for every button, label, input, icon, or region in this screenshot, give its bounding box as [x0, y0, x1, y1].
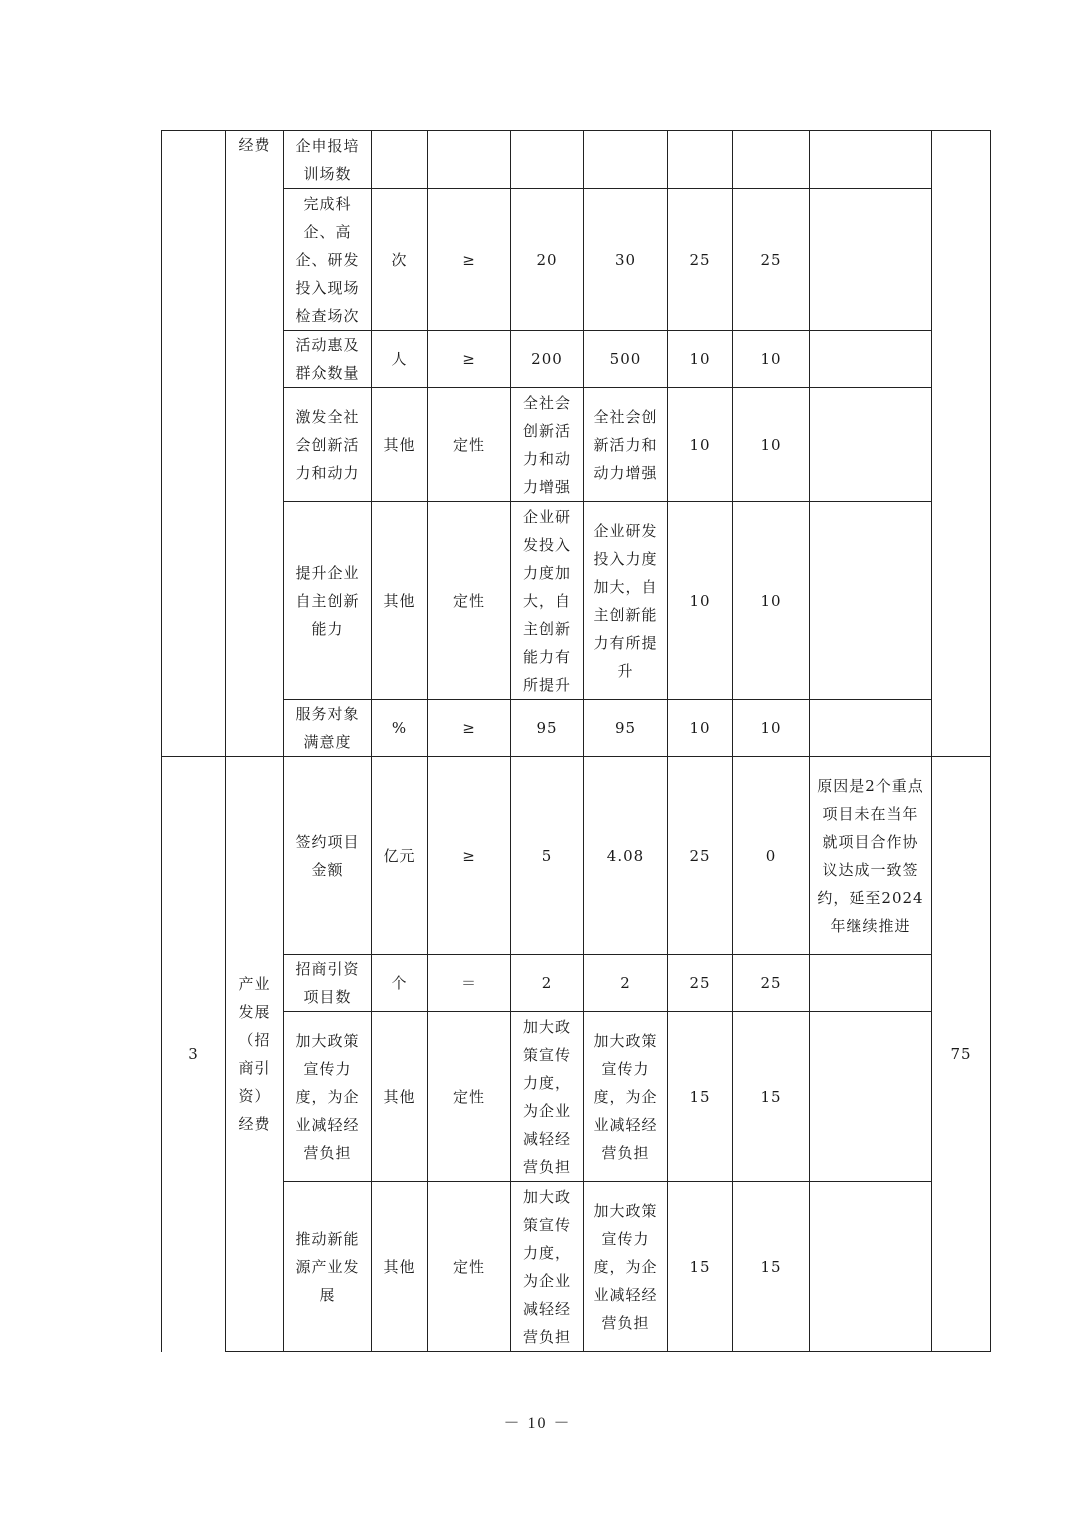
unit-cell: 其他 [372, 1182, 428, 1352]
actual-cell: 加大政策宣传力度，为企业减轻经营负担 [584, 1012, 668, 1182]
weight-cell [668, 131, 733, 189]
weight-cell: 10 [668, 502, 733, 700]
weight-cell: 25 [668, 189, 733, 331]
indicator-cell: 提升企业自主创新能力 [284, 502, 372, 700]
operator-cell: ≥ [428, 331, 511, 388]
note-cell [810, 502, 932, 700]
target-cell: 2 [511, 955, 584, 1012]
score-cell: 25 [733, 189, 810, 331]
weight-cell: 25 [668, 955, 733, 1012]
operator-cell: ≥ [428, 757, 511, 955]
unit-cell: % [372, 700, 428, 757]
unit-cell: 亿元 [372, 757, 428, 955]
note-cell [810, 700, 932, 757]
page-number: － 10 － [503, 1415, 572, 1432]
weight-cell: 15 [668, 1182, 733, 1352]
score-cell [733, 131, 810, 189]
table-row [162, 757, 991, 955]
category-cell: 经费 [226, 131, 284, 757]
actual-cell: 全社会创新活力和动力增强 [584, 388, 668, 502]
note-cell [810, 331, 932, 388]
actual-cell: 企业研发投入力度加大，自主创新能力有所提升 [584, 502, 668, 700]
target-cell: 200 [511, 331, 584, 388]
target-cell: 5 [511, 757, 584, 955]
target-cell: 企业研发投入力度加大，自主创新能力有所提升 [511, 502, 584, 700]
unit-cell: 人 [372, 331, 428, 388]
target-cell [511, 131, 584, 189]
note-cell: 原因是2个重点项目未在当年就项目合作协议达成一致签约，延至2024年继续推进 [810, 757, 932, 955]
category-cell: 产业发展（招商引资）经费 [226, 757, 284, 1352]
target-cell: 加大政策宣传力度，为企业减轻经营负担 [511, 1182, 584, 1352]
actual-cell: 加大政策宣传力度，为企业减轻经营负担 [584, 1182, 668, 1352]
performance-table [161, 130, 991, 1352]
score-cell: 25 [733, 955, 810, 1012]
table-row [162, 502, 991, 700]
indicator-cell: 加大政策宣传力度，为企业减轻经营负担 [284, 1012, 372, 1182]
indicator-cell: 服务对象满意度 [284, 700, 372, 757]
note-cell [810, 189, 932, 331]
table-row [162, 131, 991, 189]
weight-cell: 25 [668, 757, 733, 955]
score-cell: 0 [733, 757, 810, 955]
indicator-cell: 招商引资项目数 [284, 955, 372, 1012]
score-cell: 10 [733, 700, 810, 757]
unit-cell: 次 [372, 189, 428, 331]
score-cell: 10 [733, 331, 810, 388]
table-row [162, 1182, 991, 1352]
indicator-cell: 推动新能源产业发展 [284, 1182, 372, 1352]
weight-cell: 10 [668, 331, 733, 388]
note-cell [810, 1012, 932, 1182]
total-cell: 75 [932, 757, 991, 1352]
note-cell [810, 131, 932, 189]
weight-cell: 10 [668, 700, 733, 757]
target-cell: 20 [511, 189, 584, 331]
operator-cell: 定性 [428, 1182, 511, 1352]
table-row [162, 1012, 991, 1182]
target-cell: 全社会创新活力和动力增强 [511, 388, 584, 502]
unit-cell: 个 [372, 955, 428, 1012]
operator-cell: 定性 [428, 388, 511, 502]
seq-cell [162, 131, 226, 757]
table-row [162, 955, 991, 1012]
weight-cell: 15 [668, 1012, 733, 1182]
total-cell [932, 131, 991, 757]
note-cell [810, 955, 932, 1012]
table-row [162, 388, 991, 502]
operator-cell: ≥ [428, 700, 511, 757]
score-cell: 15 [733, 1012, 810, 1182]
actual-cell: 2 [584, 955, 668, 1012]
unit-cell: 其他 [372, 1012, 428, 1182]
operator-cell: 定性 [428, 502, 511, 700]
note-cell [810, 388, 932, 502]
actual-cell [584, 131, 668, 189]
actual-cell: 500 [584, 331, 668, 388]
unit-cell: 其他 [372, 502, 428, 700]
indicator-cell: 签约项目金额 [284, 757, 372, 955]
score-cell: 15 [733, 1182, 810, 1352]
table-row [162, 189, 991, 331]
operator-cell: ≥ [428, 189, 511, 331]
indicator-cell: 激发全社会创新活力和动力 [284, 388, 372, 502]
indicator-cell: 活动惠及群众数量 [284, 331, 372, 388]
score-cell: 10 [733, 388, 810, 502]
actual-cell: 30 [584, 189, 668, 331]
operator-cell: 定性 [428, 1012, 511, 1182]
operator-cell [428, 131, 511, 189]
unit-cell [372, 131, 428, 189]
target-cell: 加大政策宣传力度，为企业减轻经营负担 [511, 1012, 584, 1182]
score-cell: 10 [733, 502, 810, 700]
indicator-cell: 企申报培训场数 [284, 131, 372, 189]
table-row [162, 700, 991, 757]
actual-cell: 4.08 [584, 757, 668, 955]
actual-cell: 95 [584, 700, 668, 757]
weight-cell: 10 [668, 388, 733, 502]
target-cell: 95 [511, 700, 584, 757]
note-cell [810, 1182, 932, 1352]
indicator-cell: 完成科企、高企、研发投入现场检查场次 [284, 189, 372, 331]
table-row [162, 331, 991, 388]
operator-cell: ＝ [428, 955, 511, 1012]
seq-cell: 3 [162, 757, 226, 1352]
unit-cell: 其他 [372, 388, 428, 502]
